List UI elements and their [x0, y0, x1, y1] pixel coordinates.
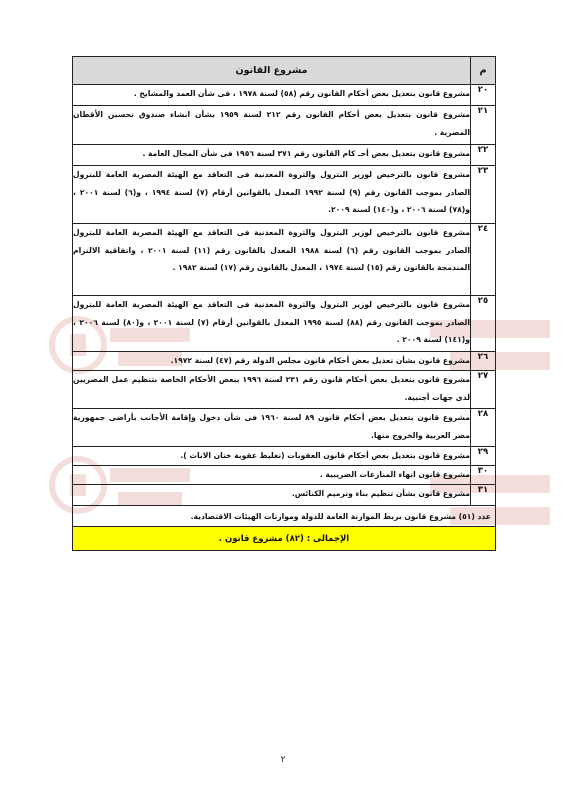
table-header-row	[73, 57, 496, 85]
row-text: مشروع قانون بشأن تنظيم بناء وترميم الكنائس.	[73, 485, 471, 506]
row-number: ٣٠	[471, 466, 496, 485]
row-number: ٢١	[471, 106, 496, 145]
row-number: ٣١	[471, 485, 496, 506]
row-number: ٢٥	[471, 296, 496, 352]
total-row	[73, 527, 496, 551]
table-row	[73, 466, 496, 485]
row-number: ٢٩	[471, 447, 496, 466]
table-row	[73, 296, 496, 352]
row-text: مشروع قانون بشأن تعديل بعض أحكام قانون مجلس الدولة رقم (٤٧) لسنة ١٩٧٢.	[73, 352, 471, 371]
table-row	[73, 85, 496, 106]
summary-row	[73, 506, 496, 527]
table-row	[73, 371, 496, 409]
row-text: مشروع قانون بتعديل بعض أحـ كام القانون رقم ٣٧١ لسنة ١٩٥٦ فى شأن المحال العامة .	[73, 145, 471, 166]
row-text: مشروع قانون بتعديل بعض أحكام قانون العقوبات (تغليظ عقوبة ختان الاناث ).	[73, 447, 471, 466]
table-row	[73, 106, 496, 145]
table-row	[73, 145, 496, 166]
row-number: ٢٨	[471, 409, 496, 447]
row-number: ٢٠	[471, 85, 496, 106]
row-number: ٢٣	[471, 166, 496, 224]
row-text: مشروع قانون بالترخيص لوزير البترول والثروة المعدنية فى التعاقد مع الهيئة المصرية العامة للبترول الصادر بموجب القانون رقم (٩) لسنة ١٩٩٢ المعدل بالقوانين أرقام (٧) لسنة ١٩٩٤ ، و(٦) لسنة ٢٠٠١ ، و(٧٨) لسنة ٢٠٠٦ ، و(١٤٠) لسنة ٢٠٠٩.	[73, 166, 471, 224]
page-number: ٢	[280, 755, 286, 765]
row-number: ٢٧	[471, 371, 496, 409]
total-text: الإجمالى : (٨٢) مشروع قانون .	[73, 527, 496, 551]
row-text: مشروع قانون بتعديل بعض أحكام القانون رقم (٥٨) لسنة ١٩٧٨ ، فى شأن العمد والمشايخ .	[73, 85, 471, 106]
law-projects-table	[72, 56, 496, 551]
row-text: مشروع قانون انهاء المنازعات الضريبية .	[73, 466, 471, 485]
table-row	[73, 224, 496, 296]
row-text: مشروع قانون بتعديل بعض أحكام قانون رقم ٢٣١ لسنة ١٩٩٦ ببعض الأحكام الخاصة بتنظيم عمل المصريين لدى جهات أجنبية.	[73, 371, 471, 409]
row-text: مشروع قانون بالترخيص لوزير البترول والثروة المعدنية فى التعاقد مع الهيئة المصرية العامة للبترول الصادر بموجب القانون رقم (٨٨) لسنة ١٩٩٥ المعدل بالقوانين أرقام (٧) لسنة ٢٠٠١ ، و(٨٠) لسنة ٢٠٠٦ ، و(١٤١) لسنة ٢٠٠٩ .	[73, 296, 471, 352]
table-row	[73, 166, 496, 224]
table-row	[73, 352, 496, 371]
summary-text: عدد (٥١) مشروع قانون بربط الموازنة العامة للدولة وموازنات الهيئات الاقتصادية.	[73, 506, 496, 527]
row-number: ٢٦	[471, 352, 496, 371]
table-row	[73, 409, 496, 447]
column-header-number: م	[471, 57, 496, 85]
row-number: ٢٤	[471, 224, 496, 296]
table-row	[73, 447, 496, 466]
row-text: مشروع قانون بتعديل بعض أحكام قانون ٨٩ لسنة ١٩٦٠ فى شأن دخول وإقامة الأجانب بأراضى جمهورية مصر العربية والخروج منها.	[73, 409, 471, 447]
row-text: مشروع قانون بتعديل بعض أحكام القانون رقم ٢١٢ لسنة ١٩٥٩ بشأن انشاء صندوق تحسين الأقطان المصرية .	[73, 106, 471, 145]
column-header-title: مشروع القانون	[73, 57, 471, 85]
table-row	[73, 485, 496, 506]
row-text: مشروع قانون بالترخيص لوزير البترول والثروة المعدنية فى التعاقد مع الهيئة المصرية العامة للبترول الصادر بموجب القانون رقم (٦) لسنة ١٩٨٨ المعدل بالقانون رقم (١١) لسنة ٢٠٠١ ، واتفاقية الالتزام المندمجة بالقانون رقم (١٥) لسنة ١٩٧٤ ، المعدل بالقانون رقم (١٧) لسنة ١٩٨٢ .	[73, 224, 471, 296]
row-number: ٢٢	[471, 145, 496, 166]
